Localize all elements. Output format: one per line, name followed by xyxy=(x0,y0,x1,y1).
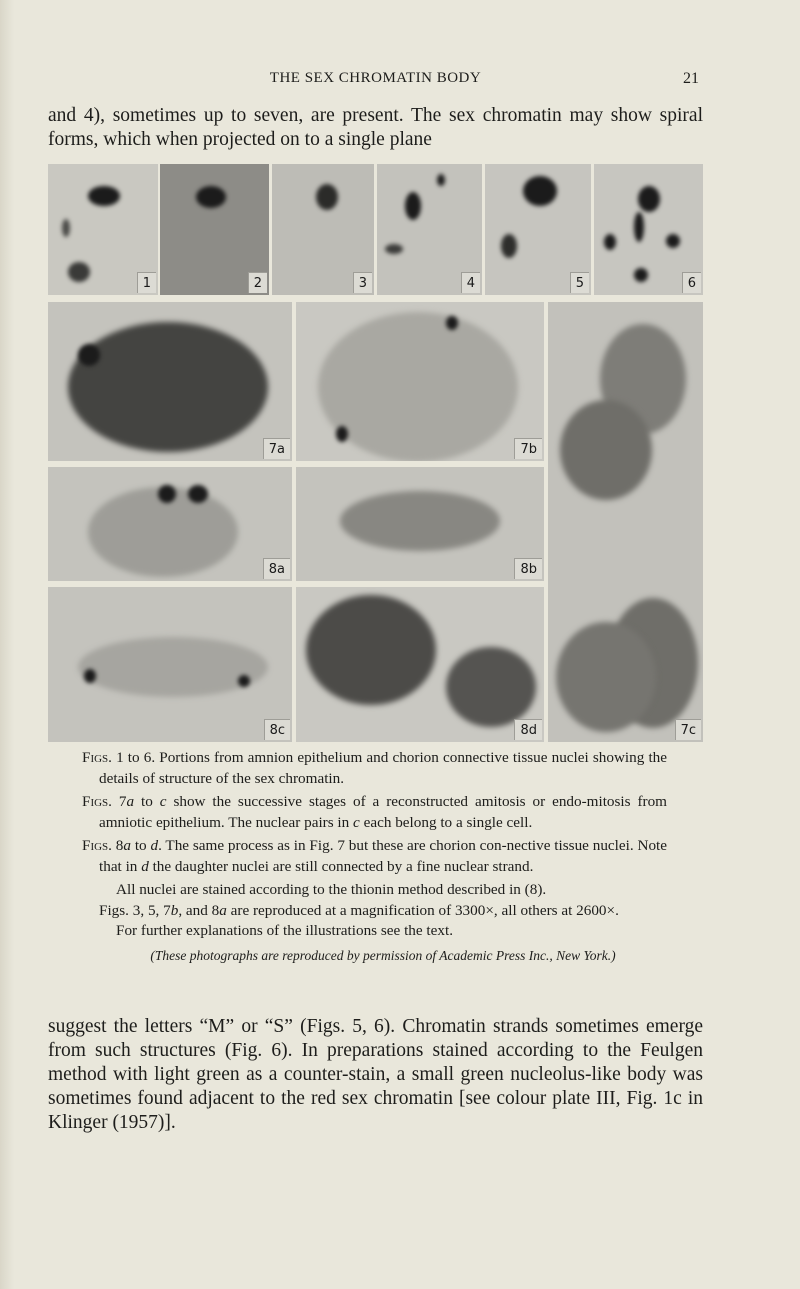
figure-panel-7c xyxy=(548,302,703,742)
caption-entry-3: Figs. 8a to d. The same process as in Fig. 7 but these are chorion con-nective tissue nuclei. Note that in d the daughter nuclei are still connected by a fine nuclear strand. xyxy=(82,837,667,875)
panel-label: 8c xyxy=(264,719,290,740)
caption-entry-2: Figs. 7a to c show the successive stages of a reconstructed amitosis or endo-mitosis from amniotic epithelium. The nuclear pairs in c each belong to a single cell. xyxy=(82,793,667,831)
caption-stain-note: All nuclei are stained according to the thionin method described in (8). xyxy=(116,881,547,898)
running-head xyxy=(48,70,703,90)
figure-panel-8d xyxy=(296,587,544,742)
figure-panel-6 xyxy=(594,164,703,295)
panel-label: 7b xyxy=(514,438,542,459)
body-paragraph-top: and 4), sometimes up to seven, are present. The sex chromatin may show spiral forms, which when projected on to a single plane xyxy=(48,105,703,150)
figure-panel-8a xyxy=(48,467,292,581)
figure-panel-7a xyxy=(48,302,292,461)
panel-label: 1 xyxy=(137,272,156,293)
page-number: 21 xyxy=(683,70,699,87)
panel-label: 5 xyxy=(570,272,589,293)
panel-label: 8d xyxy=(514,719,542,740)
figure-panel-4 xyxy=(377,164,482,295)
page-edge-shadow xyxy=(0,0,14,1289)
figure-panel-8b xyxy=(296,467,544,581)
figure-panel-7b xyxy=(296,302,544,461)
figure-panel-1 xyxy=(48,164,158,295)
body-paragraph-bottom: suggest the letters “M” or “S” (Figs. 5, 6). Chromatin strands sometimes emerge from such structures (Fig. 6). In preparations stained according to the Feulgen method with light green as a counter-stain, a small green nucleolus-like body was sometimes found adjacent to the red sex chromatin [see colour plate III, Fig. 1c in Klinger (1957)]. xyxy=(48,1016,703,1133)
figure-panel-2 xyxy=(160,164,269,295)
figure-panel-3 xyxy=(272,164,374,295)
caption-entry-1: Figs. 1 to 6. Portions from amnion epithelium and chorion connective tissue nuclei showing the details of structure of the sex chromatin. xyxy=(82,749,667,787)
caption-further-note: For further explanations of the illustrations see the text. xyxy=(116,922,453,939)
figure-caption xyxy=(82,748,667,980)
panel-label: 2 xyxy=(248,272,267,293)
figure-plate xyxy=(48,164,703,742)
panel-label: 3 xyxy=(353,272,372,293)
figure-panel-8c xyxy=(48,587,292,742)
panel-label: 7c xyxy=(675,719,701,740)
caption-permission: (These photographs are reproduced by permission of Academic Press Inc., New York.) xyxy=(150,947,616,963)
panel-label: 6 xyxy=(682,272,701,293)
panel-label: 8a xyxy=(263,558,290,579)
caption-magnification: Figs. 3, 5, 7b, and 8a are reproduced at a magnification of 3300×, all others at 2600×. xyxy=(99,901,619,919)
figure-panel-5 xyxy=(485,164,591,295)
panel-label: 7a xyxy=(263,438,290,459)
panel-label: 4 xyxy=(461,272,480,293)
panel-label: 8b xyxy=(514,558,542,579)
running-title: THE SEX CHROMATIN BODY xyxy=(269,70,482,86)
